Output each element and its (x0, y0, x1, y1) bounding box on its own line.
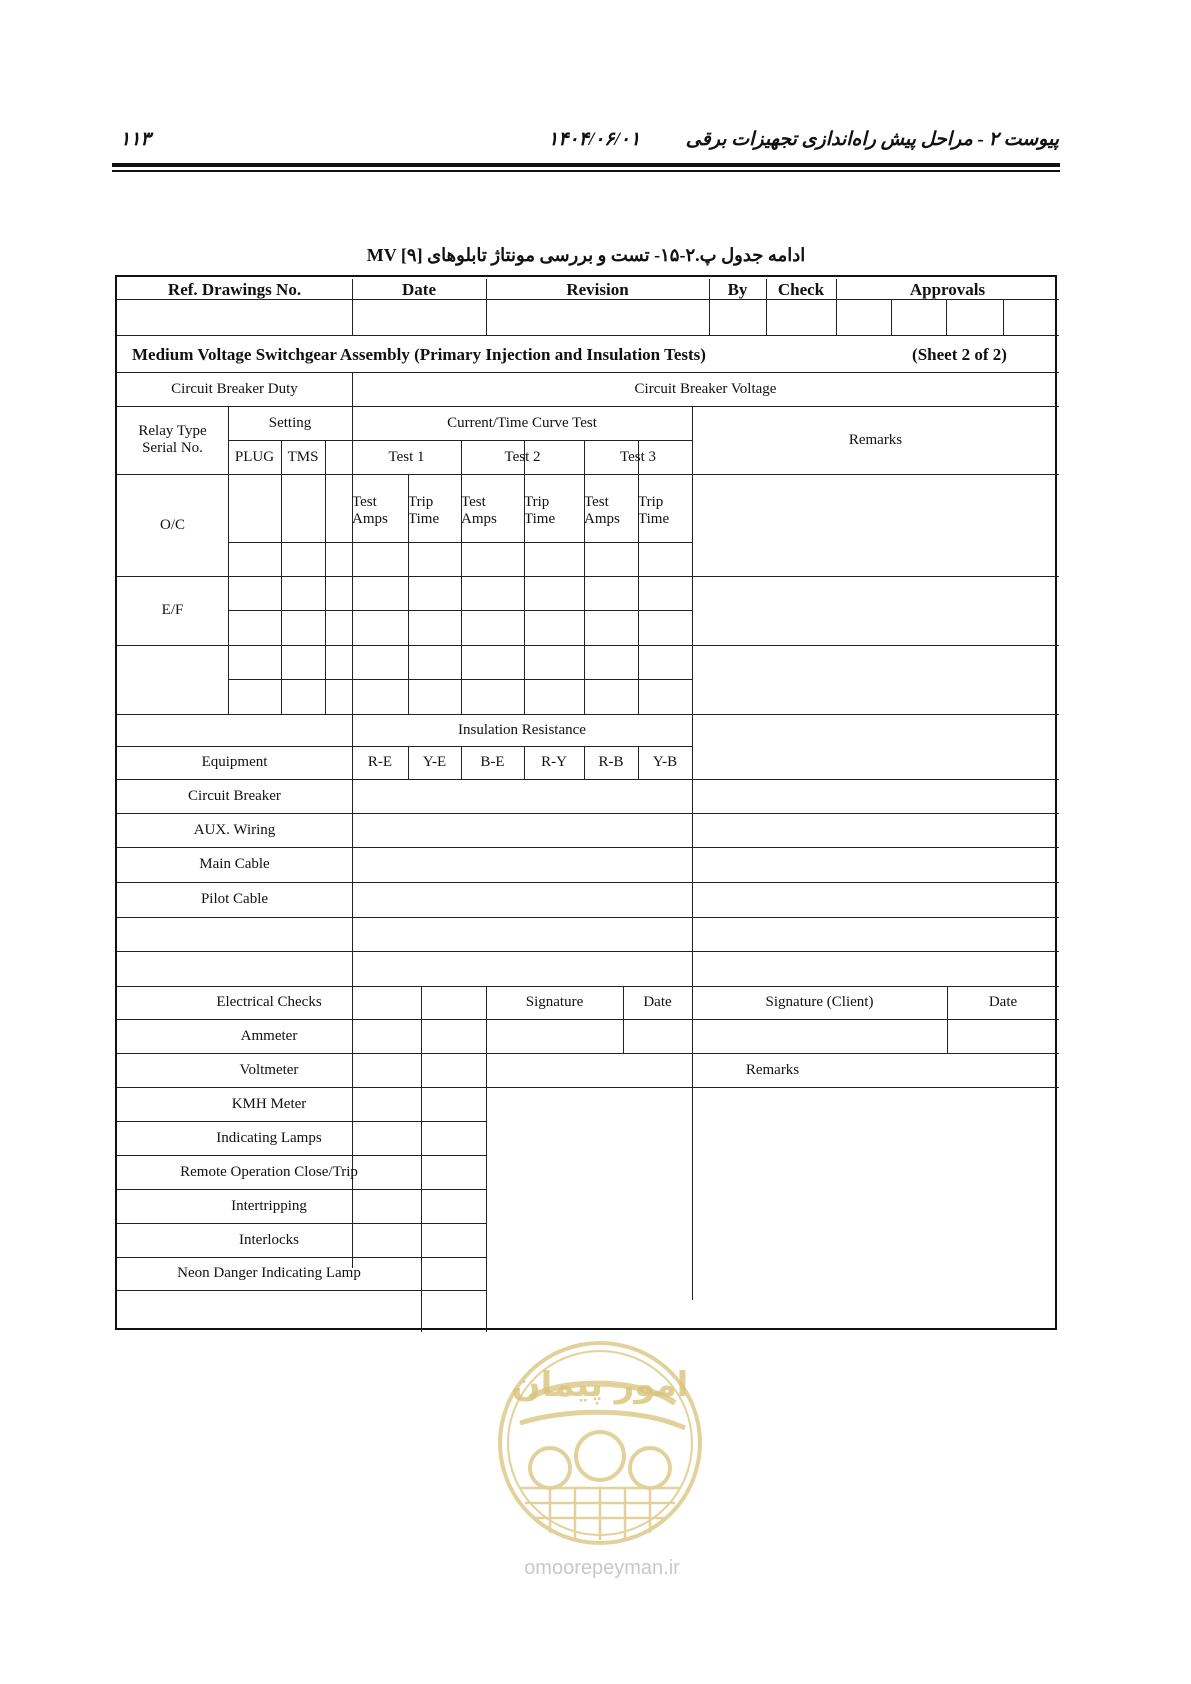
grid-line (117, 917, 1059, 918)
check-item-2: KMH Meter (231, 1095, 307, 1112)
signature-date-label: Date (643, 994, 672, 1010)
form-sheet-number: (Sheet 2 of 2) (912, 344, 1007, 364)
grid-line (117, 645, 1059, 646)
equipment-item-2: Main Cable (199, 856, 270, 872)
top-header-1: Date (402, 279, 436, 299)
grid-line (228, 610, 692, 611)
grid-line (117, 951, 1059, 952)
check-item-4: Remote Operation Close/Trip (180, 1163, 358, 1180)
signature-client-label: Signature (Client) (765, 994, 874, 1010)
check-item-3: Indicating Lamps (216, 1129, 322, 1146)
equipment-item-1: AUX. Wiring (193, 821, 276, 838)
form-title: Medium Voltage Switchgear Assembly (Primary Injection and Insulation Tests) (132, 344, 706, 364)
equipment-item-3: Pilot Cable (200, 891, 269, 907)
test-3-label: Test 3 (619, 448, 657, 465)
client-date-label: Date (988, 994, 1018, 1010)
check-item-1: Voltmeter (239, 1061, 299, 1078)
trip-time-header (638, 476, 692, 532)
watermark-logo-text: امور پیمان (511, 1365, 689, 1405)
trip-time-header (524, 476, 584, 532)
trip-time-header-line1: Trip (408, 494, 434, 510)
watermark-logo (490, 1338, 710, 1548)
grid-line (228, 542, 692, 543)
test-amps-header-line1: Test (461, 494, 486, 510)
ir-column-0: R-E (367, 754, 393, 770)
test-2-label: Test 2 (504, 448, 541, 465)
relay-type-serial-label-line2: Serial No. (142, 440, 203, 456)
grid-line (117, 335, 1059, 336)
ir-column-4: R-B (598, 754, 624, 770)
insulation-resistance-label: Insulation Resistance (458, 721, 586, 738)
relay-type-serial-label-line1: Relay Type (138, 423, 207, 439)
top-header-3: By (727, 279, 748, 299)
check-item-0: Ammeter (240, 1027, 298, 1044)
grid-line (1003, 299, 1004, 335)
setting-label: Setting (268, 414, 312, 431)
circuit-breaker-duty-label: Circuit Breaker Duty (171, 380, 298, 397)
top-header-4: Check (777, 279, 825, 299)
curve-test-label: Current/Time Curve Test (447, 414, 597, 431)
check-item-6: Interlocks (239, 1231, 299, 1248)
grid-line (486, 986, 487, 1332)
signature-label: Signature (525, 994, 584, 1010)
grid-line (692, 406, 693, 1300)
grid-line (891, 299, 892, 335)
table-caption: ادامه جدول پ.۲-۱۵- تست و بررسی مونتاژ تابلوهای MV [۹] (366, 245, 806, 265)
circuit-breaker-voltage-label: Circuit Breaker Voltage (634, 380, 777, 397)
test-amps-header-line1: Test (352, 494, 377, 510)
grid-line (117, 1290, 486, 1291)
test-amps-header (352, 476, 408, 532)
top-header-0: Ref. Drawings No. (167, 279, 302, 299)
check-item-7: Neon Danger Indicating Lamp (177, 1265, 361, 1281)
grid-line (117, 576, 1059, 577)
remarks-label: Remarks (848, 431, 903, 448)
test-amps-header (584, 476, 638, 532)
grid-line (117, 299, 1059, 300)
top-header-5: Approvals (909, 279, 986, 299)
equipment-label: Equipment (201, 754, 268, 770)
test-form-sheet (115, 275, 1057, 1330)
trip-time-header-line2: Time (408, 511, 440, 527)
watermark-url: omoorepeyman.ir (524, 1557, 680, 1579)
test-amps-header-line2: Amps (461, 511, 497, 527)
test-1-label: Test 1 (388, 448, 425, 465)
test-amps-header-line2: Amps (584, 511, 620, 527)
header-rule-thin (112, 170, 1060, 172)
tms-label: TMS (287, 448, 319, 465)
test-amps-header (461, 476, 524, 532)
grid-line (228, 679, 692, 680)
ir-column-2: B-E (480, 754, 505, 770)
test-amps-header-line1: Test (584, 494, 609, 510)
grid-line (281, 440, 282, 714)
trip-time-header-line2: Time (524, 511, 556, 527)
check-item-5: Intertripping (231, 1197, 307, 1214)
grid-line (117, 474, 1059, 475)
trip-time-header-line2: Time (638, 511, 670, 527)
equipment-item-0: Circuit Breaker (188, 787, 281, 804)
grid-line (946, 299, 947, 335)
trip-time-header-line1: Trip (638, 494, 664, 510)
ir-column-3: R-Y (541, 754, 567, 770)
remarks-bottom-label: Remarks (745, 1061, 800, 1078)
test-amps-header-line2: Amps (352, 511, 388, 527)
header-rule-thick (112, 163, 1060, 167)
watermark-seal-icon (490, 1338, 710, 1548)
ef-label: E/F (161, 602, 184, 618)
oc-label: O/C (159, 516, 185, 533)
plug-label: PLUG (234, 448, 275, 465)
top-header-2: Revision (566, 279, 629, 299)
trip-time-header (408, 476, 461, 532)
ir-column-1: Y-E (422, 754, 447, 770)
grid-line (325, 440, 326, 714)
electrical-checks-label: Electrical Checks (216, 994, 322, 1010)
grid-line (421, 986, 422, 1332)
relay-type-serial-label (117, 406, 228, 474)
header-date: ۱۴۰۴/۰۶/۰۱ (548, 129, 641, 150)
header-page-number: ۱۱۳ (120, 129, 151, 150)
ir-column-5: Y-B (652, 754, 678, 770)
header-chapter-title: پیوست ۲ - مراحل پیش راه‌اندازی تجهیزات برقی (685, 129, 1059, 150)
trip-time-header-line1: Trip (524, 494, 550, 510)
